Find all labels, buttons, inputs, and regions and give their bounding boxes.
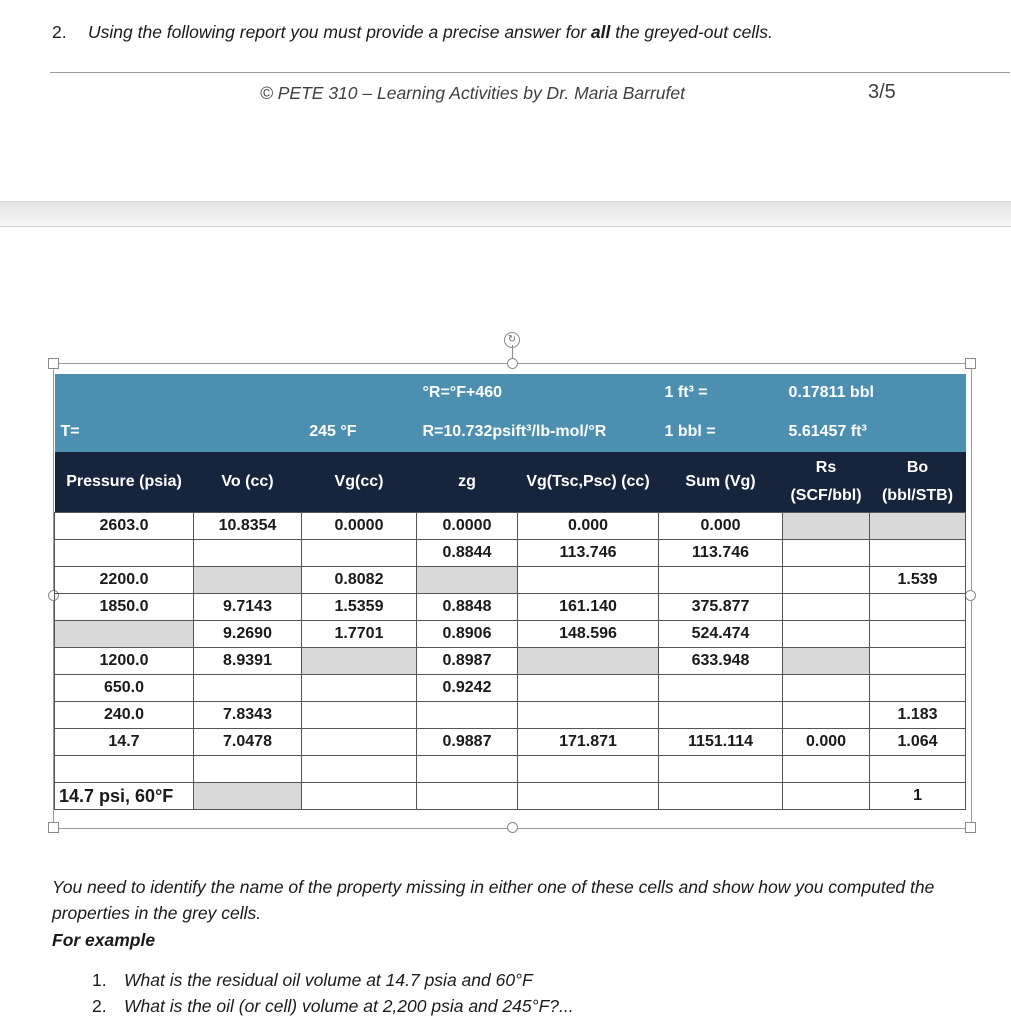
- cell: [659, 567, 783, 594]
- example-item-number: 2.: [92, 996, 107, 1016]
- cell: 9.7143: [194, 594, 302, 621]
- cell-grey: [194, 567, 302, 594]
- cell: [194, 756, 302, 783]
- footer-divider: [50, 72, 1010, 73]
- col-rs-line1: Rs: [815, 459, 837, 476]
- cell: [302, 540, 417, 567]
- cell: 14.7: [55, 729, 194, 756]
- example-item-2: [92, 996, 574, 1017]
- cell: 7.0478: [194, 729, 302, 756]
- col-zg: zg: [417, 452, 518, 513]
- cell: [783, 675, 870, 702]
- cell: [659, 675, 783, 702]
- cell: 0.9242: [417, 675, 518, 702]
- example-label: For example: [52, 930, 156, 950]
- table-row: [55, 729, 966, 756]
- cell-bo-standard: 1: [870, 783, 966, 810]
- question-prefix: Using the following report you must provide a precise answer for: [88, 22, 591, 42]
- cell: [870, 540, 966, 567]
- table-row-standard: [55, 783, 966, 810]
- cell: 524.474: [659, 621, 783, 648]
- pvt-report-table: [54, 374, 966, 810]
- cell: [417, 783, 518, 810]
- cell: [302, 702, 417, 729]
- table-row: [55, 513, 966, 540]
- cell: [870, 756, 966, 783]
- cell: [518, 756, 659, 783]
- table-row: [55, 648, 966, 675]
- cell: 633.948: [659, 648, 783, 675]
- question-number: 2.: [52, 22, 67, 42]
- cell: [870, 648, 966, 675]
- resize-handle-bottom[interactable]: [507, 822, 518, 833]
- table-header-row-2: [55, 412, 966, 452]
- resize-handle-top-right[interactable]: [965, 358, 976, 369]
- col-bo-line1: Bo: [906, 459, 929, 476]
- resize-handle-bottom-left[interactable]: [48, 822, 59, 833]
- cell: 0.0000: [417, 513, 518, 540]
- cell: [659, 702, 783, 729]
- table-row: [55, 756, 966, 783]
- col-vg: Vg(cc): [302, 452, 417, 513]
- cell: 0.000: [518, 513, 659, 540]
- temperature-value: 245 °F: [194, 412, 417, 452]
- cell: 113.746: [659, 540, 783, 567]
- instruction-paragraph: You need to identify the name of the property missing in either one of these cells and show how you computed the properties in the grey cells.: [52, 877, 935, 923]
- table-row: [55, 675, 966, 702]
- cell: 0.000: [659, 513, 783, 540]
- cell-grey: [783, 513, 870, 540]
- resize-handle-right[interactable]: [965, 590, 976, 601]
- cell: [417, 756, 518, 783]
- table-body: [55, 513, 966, 783]
- header-empty: [194, 374, 417, 412]
- cell: 1.064: [870, 729, 966, 756]
- cell: 375.877: [659, 594, 783, 621]
- cell: 650.0: [55, 675, 194, 702]
- cell-grey-standard-vo: [194, 783, 302, 810]
- cell: 0.8987: [417, 648, 518, 675]
- cell: 9.2690: [194, 621, 302, 648]
- cell: [417, 702, 518, 729]
- cell: 10.8354: [194, 513, 302, 540]
- cell: [55, 756, 194, 783]
- cell: 7.8343: [194, 702, 302, 729]
- cell: 0.0000: [302, 513, 417, 540]
- cell: [302, 756, 417, 783]
- example-item-text: What is the oil (or cell) volume at 2,200 psia and 245°F?...: [124, 996, 574, 1016]
- col-rs: [783, 452, 870, 513]
- cell: 0.9887: [417, 729, 518, 756]
- cell: 1151.114: [659, 729, 783, 756]
- resize-handle-top[interactable]: [507, 358, 518, 369]
- gas-constant: R=10.732psift³/lb-mol/°R: [417, 412, 659, 452]
- cell-grey: [870, 513, 966, 540]
- ft3-value: 0.17811 bbl: [783, 374, 966, 412]
- cell: 240.0: [55, 702, 194, 729]
- cell-grey: [302, 648, 417, 675]
- cell: [518, 567, 659, 594]
- cell: [783, 567, 870, 594]
- cell-grey: [417, 567, 518, 594]
- col-vo: Vo (cc): [194, 452, 302, 513]
- question-suffix: the greyed-out cells.: [610, 22, 773, 42]
- cell: [659, 756, 783, 783]
- cell-standard-label: 14.7 psi, 60°F: [55, 783, 194, 810]
- question-line: [52, 22, 773, 43]
- table-row: [55, 540, 966, 567]
- cell-grey: [55, 621, 194, 648]
- cell: 0.8848: [417, 594, 518, 621]
- temperature-label: T=: [55, 412, 194, 452]
- cell: [194, 540, 302, 567]
- footer-credit: © PETE 310 – Learning Activities by Dr. Maria Barrufet: [260, 83, 685, 103]
- bbl-label: 1 bbl =: [659, 412, 783, 452]
- cell: [783, 540, 870, 567]
- cell: 1.183: [870, 702, 966, 729]
- cell: [55, 540, 194, 567]
- ft3-label: 1 ft³ =: [659, 374, 783, 412]
- cell: [302, 729, 417, 756]
- cell: [518, 702, 659, 729]
- table-row: [55, 567, 966, 594]
- cell: [518, 783, 659, 810]
- page-break-band: [0, 201, 1011, 227]
- col-rs-line2: (SCF/bbl): [790, 487, 862, 504]
- cell: 2200.0: [55, 567, 194, 594]
- cell: 8.9391: [194, 648, 302, 675]
- cell: [783, 702, 870, 729]
- cell: 1.7701: [302, 621, 417, 648]
- column-header-row: [55, 452, 966, 513]
- cell: [870, 621, 966, 648]
- cell: 1.5359: [302, 594, 417, 621]
- rotate-handle-icon[interactable]: ↻: [504, 332, 520, 348]
- cell: 161.140: [518, 594, 659, 621]
- cell: [302, 675, 417, 702]
- cell: [783, 594, 870, 621]
- cell: [870, 594, 966, 621]
- cell: 0.8906: [417, 621, 518, 648]
- cell: [194, 675, 302, 702]
- page-number: 3/5: [868, 81, 896, 103]
- cell: [302, 783, 417, 810]
- cell: [783, 756, 870, 783]
- cell: 0.8844: [417, 540, 518, 567]
- table-header-row-1: [55, 374, 966, 412]
- cell: 0.000: [783, 729, 870, 756]
- col-sum-vg: Sum (Vg): [659, 452, 783, 513]
- resize-handle-bottom-right[interactable]: [965, 822, 976, 833]
- cell: [518, 675, 659, 702]
- cell: 148.596: [518, 621, 659, 648]
- col-bo: [870, 452, 966, 513]
- cell: [659, 783, 783, 810]
- cell: 171.871: [518, 729, 659, 756]
- resize-handle-top-left[interactable]: [48, 358, 59, 369]
- cell: [870, 675, 966, 702]
- col-bo-line2: (bbl/STB): [881, 487, 954, 504]
- example-item-number: 1.: [92, 970, 107, 990]
- example-item-1: [92, 970, 533, 991]
- rankine-conversion: °R=°F+460: [417, 374, 659, 412]
- cell: [783, 783, 870, 810]
- cell-grey: [518, 648, 659, 675]
- col-vg-std: Vg(Tsc,Psc) (cc): [518, 452, 659, 513]
- cell: [783, 621, 870, 648]
- col-pressure: Pressure (psia): [55, 452, 194, 513]
- bbl-value: 5.61457 ft³: [783, 412, 966, 452]
- cell: 1200.0: [55, 648, 194, 675]
- cell: 0.8082: [302, 567, 417, 594]
- cell: 1.539: [870, 567, 966, 594]
- cell: 2603.0: [55, 513, 194, 540]
- table-row: [55, 621, 966, 648]
- header-empty: [55, 374, 194, 412]
- question-bold-word: all: [590, 22, 611, 42]
- table-row: [55, 594, 966, 621]
- table-row: [55, 702, 966, 729]
- cell-grey: [783, 648, 870, 675]
- example-item-text: What is the residual oil volume at 14.7 psia and 60°F: [124, 970, 533, 990]
- cell: 1850.0: [55, 594, 194, 621]
- cell: 113.746: [518, 540, 659, 567]
